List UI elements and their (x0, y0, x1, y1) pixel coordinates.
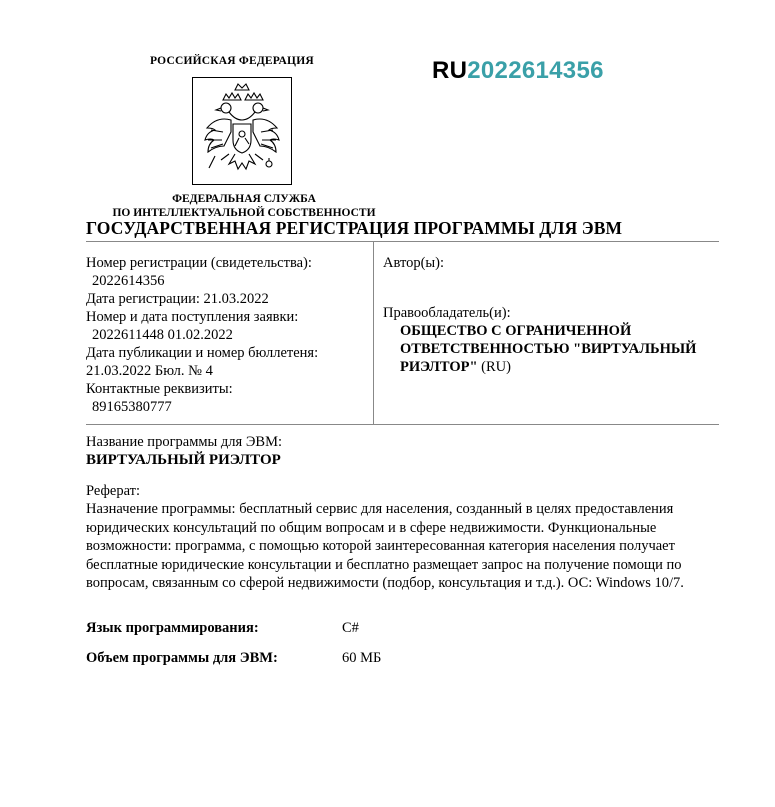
table-column-divider (373, 241, 374, 424)
contacts-label: Контактные реквизиты: (86, 381, 233, 397)
program-name-value: ВИРТУАЛЬНЫЙ РИЭЛТОР (86, 452, 281, 468)
country-name: РОССИЙСКАЯ ФЕДЕРАЦИЯ (150, 55, 314, 67)
abstract-label: Реферат: (86, 483, 140, 499)
owner-name (400, 322, 730, 376)
language-label: Язык программирования: (86, 620, 259, 636)
authors-label: Автор(ы): (383, 255, 445, 271)
double-headed-eagle-emblem-icon (193, 78, 291, 184)
abstract-text: Назначение программы: бесплатный сервис для населения, созданный в целях предоставления юридических консультаций по общим вопросам и в сфере недвижимости. Функциональные возможности: программа, с помощью которой заинтересованная категория населения получает бесплатные юридические консультации и бесплатно размещает запрос на получение помощи по вопросам, связанным со сферой недвижимости (подбор, консультация и т.д.). ОС: Windows 10/7. (86, 501, 684, 591)
owners-label: Правообладатель(и): (383, 305, 511, 321)
document-title: ГОСУДАРСТВЕННАЯ РЕГИСТРАЦИЯ ПРОГРАММЫ ДЛЯ ЭВМ (86, 218, 623, 238)
size-value: 60 МБ (342, 650, 382, 666)
owner-country: (RU) (481, 359, 511, 375)
registration-details (86, 254, 371, 416)
reg-number-value: 2022614356 (92, 273, 165, 289)
agency-line-2: ПО ИНТЕЛЛЕКТУАЛЬНОЙ СОБСТВЕННОСТИ (112, 207, 376, 219)
agency-name (95, 192, 393, 220)
reg-number-label: Номер регистрации (свидетельства): (86, 255, 312, 271)
publication-label: Дата публикации и номер бюллетеня: (86, 345, 319, 361)
owner-line-3: РИЭЛТОР" (400, 359, 478, 375)
emblem-frame (192, 77, 292, 185)
owner-line-2: ОТВЕТСТВЕННОСТЬЮ "ВИРТУАЛЬНЫЙ (400, 341, 697, 357)
registration-number-header (432, 57, 604, 85)
application-label: Номер и дата поступления заявки: (86, 309, 299, 325)
registration-prefix: RU (432, 57, 468, 84)
program-name-label: Название программы для ЭВМ: (86, 434, 282, 450)
reg-date-row (86, 290, 371, 308)
table-top-rule (86, 241, 719, 242)
language-value: C# (342, 620, 359, 636)
owner-line-1: ОБЩЕСТВО С ОГРАНИЧЕННОЙ (400, 323, 632, 339)
agency-line-1: ФЕДЕРАЛЬНАЯ СЛУЖБА (172, 193, 316, 205)
owner-line-3-row (400, 358, 730, 376)
publication-value: 21.03.2022 Бюл. № 4 (86, 363, 213, 379)
reg-date-value: 21.03.2022 (203, 291, 269, 307)
application-value: 2022611448 01.02.2022 (92, 327, 233, 343)
reg-date-label: Дата регистрации: (86, 291, 200, 307)
contacts-value: 89165380777 (92, 399, 172, 415)
registration-number: 2022614356 (467, 57, 604, 84)
table-bottom-rule (86, 424, 719, 425)
size-label: Объем программы для ЭВМ: (86, 650, 278, 666)
